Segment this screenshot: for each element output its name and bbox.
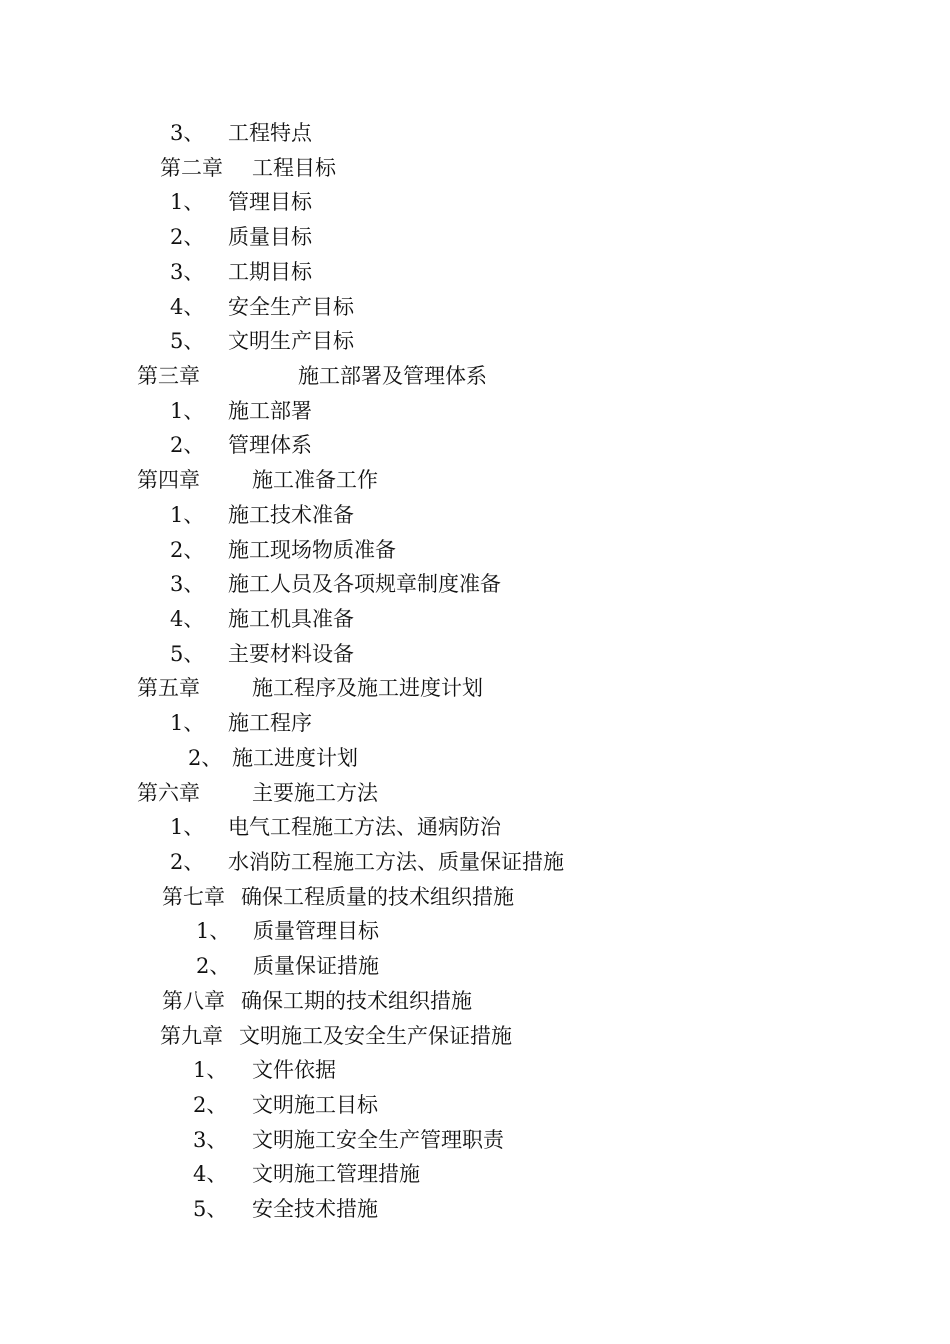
toc-entry-title: 电气工程施工方法、通病防治 — [228, 815, 501, 839]
toc-entry-title: 质量目标 — [228, 225, 312, 249]
toc-entry-number: 2、 — [170, 850, 205, 874]
toc-chapter-number: 第二章 — [160, 156, 223, 180]
toc-entry-title: 文明生产目标 — [228, 329, 354, 353]
toc-entry-title: 施工技术准备 — [228, 503, 354, 527]
toc-entry-title: 管理体系 — [228, 433, 312, 457]
toc-entry-title: 质量保证措施 — [253, 954, 379, 978]
toc-chapter-title: 文明施工及安全生产保证措施 — [239, 1024, 512, 1048]
toc-chapter-number: 第三章 — [137, 364, 200, 388]
toc-entry-title: 施工进度计划 — [232, 746, 358, 770]
toc-entry-number: 1、 — [193, 1058, 228, 1082]
toc-entry-title: 安全技术措施 — [252, 1197, 378, 1221]
toc-entry-title: 安全生产目标 — [228, 295, 354, 319]
toc-entry-number: 1、 — [170, 503, 205, 527]
toc-chapter-title: 施工部署及管理体系 — [298, 364, 487, 388]
toc-entry-number: 2、 — [196, 954, 231, 978]
toc-entry-title: 管理目标 — [228, 190, 312, 214]
toc-chapter-number: 第六章 — [137, 781, 200, 805]
toc-chapter-number: 第九章 — [160, 1024, 223, 1048]
toc-chapter-title: 施工程序及施工进度计划 — [252, 676, 483, 700]
toc-entry-number: 2、 — [170, 433, 205, 457]
toc-entry-title: 施工机具准备 — [228, 607, 354, 631]
toc-chapter-title: 工程目标 — [252, 156, 336, 180]
toc-entry-number: 1、 — [170, 399, 205, 423]
toc-entry-number: 2、 — [170, 538, 205, 562]
toc-chapter-title: 确保工程质量的技术组织措施 — [241, 885, 514, 909]
toc-entry-title: 质量管理目标 — [253, 919, 379, 943]
toc-entry-title: 水消防工程施工方法、质量保证措施 — [228, 850, 564, 874]
toc-chapter-number: 第四章 — [137, 468, 200, 492]
toc-entry-title: 主要材料设备 — [228, 642, 354, 666]
toc-entry-title: 文明施工目标 — [252, 1093, 378, 1117]
toc-chapter-title: 施工准备工作 — [252, 468, 378, 492]
toc-entry-number: 2、 — [170, 225, 205, 249]
toc-chapter-number: 第七章 — [162, 885, 225, 909]
toc-entry-title: 施工现场物质准备 — [228, 538, 396, 562]
toc-entry-title: 施工人员及各项规章制度准备 — [228, 572, 501, 596]
toc-entry-number: 3、 — [193, 1128, 228, 1152]
toc-entry-number: 1、 — [170, 711, 205, 735]
toc-entry-number: 2、 — [193, 1093, 228, 1117]
toc-entry-number: 5、 — [170, 329, 205, 353]
toc-entry-number: 4、 — [170, 295, 205, 319]
toc-entry-title: 工期目标 — [228, 260, 312, 284]
toc-entry-title: 施工部署 — [228, 399, 312, 423]
toc-chapter-number: 第八章 — [162, 989, 225, 1013]
toc-entry-number: 1、 — [170, 190, 205, 214]
toc-chapter-title: 主要施工方法 — [252, 781, 378, 805]
toc-entry-number: 2、 — [188, 746, 223, 770]
toc-entry-number: 3、 — [170, 121, 205, 145]
toc-chapter-title: 确保工期的技术组织措施 — [241, 989, 472, 1013]
toc-entry-title: 文明施工管理措施 — [252, 1162, 420, 1186]
toc-entry-number: 3、 — [170, 260, 205, 284]
toc-entry-title: 工程特点 — [228, 121, 312, 145]
toc-entry-number: 3、 — [170, 572, 205, 596]
toc-entry-title: 文件依据 — [252, 1058, 336, 1082]
toc-entry-title: 文明施工安全生产管理职责 — [252, 1128, 504, 1152]
toc-entry-number: 4、 — [193, 1162, 228, 1186]
toc-entry-title: 施工程序 — [228, 711, 312, 735]
toc-entry-number: 5、 — [170, 642, 205, 666]
toc-entry-number: 1、 — [170, 815, 205, 839]
toc-chapter-number: 第五章 — [137, 676, 200, 700]
toc-entry-number: 1、 — [196, 919, 231, 943]
toc-entry-number: 5、 — [193, 1197, 228, 1221]
toc-entry-number: 4、 — [170, 607, 205, 631]
